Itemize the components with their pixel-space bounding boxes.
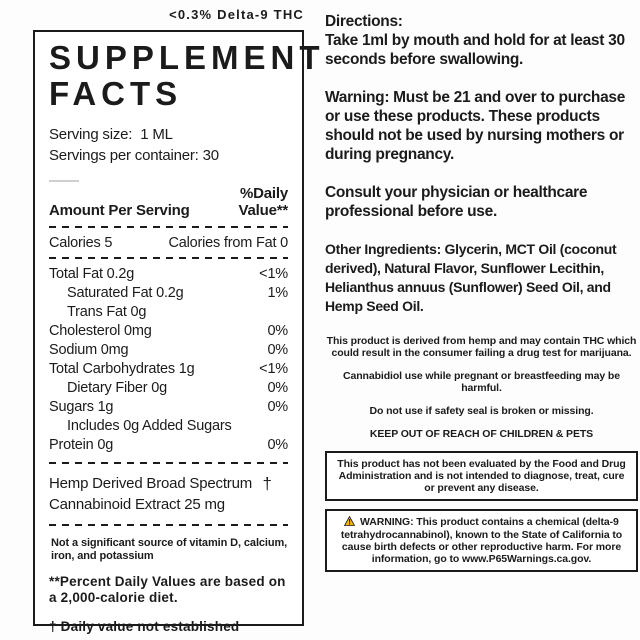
directions-body: Take 1ml by mouth and hold for at least 30 seconds before swallowing.: [325, 32, 625, 68]
dashed-separator: [49, 524, 288, 526]
table-row: Sugars 1g 0%: [49, 399, 288, 415]
calories-label: Calories 5: [49, 235, 113, 251]
table-row: Includes 0g Added Sugars: [67, 418, 232, 434]
hemp-extract-line1: Hemp Derived Broad Spectrum: [49, 475, 253, 492]
table-row: Trans Fat 0g: [67, 304, 147, 320]
supplement-facts-panel: [33, 30, 325, 634]
calories-row: [49, 234, 288, 252]
table-row: Cholesterol 0mg 0%: [49, 323, 288, 339]
table-row: Saturated Fat 0.2g 1%: [67, 285, 288, 301]
fda-disclaimer-box: [325, 451, 638, 501]
age-warning: Warning: Must be 21 and over to purchase or use these products. These products should not be used by nursing mothers or during pregnancy.: [325, 89, 626, 163]
serving-size: Serving size: 1 ML: [49, 126, 173, 143]
consult-note: Consult your physician or healthcare professional before use.: [325, 184, 588, 220]
not-significant-note: Not a significant source of vitamin D, calcium, iron, and potassium: [51, 537, 288, 562]
dashed-separator: [49, 226, 288, 228]
calories-from-fat-label: Calories from Fat 0: [168, 235, 288, 251]
dagger-symbol: †: [262, 474, 272, 493]
daily-value-header: %Daily Value**: [238, 185, 288, 219]
panel-title: [49, 39, 325, 112]
percent-daily-value-note: **Percent Daily Values are based on a 2,000-calorie diet.: [49, 574, 286, 605]
amount-per-serving-header: Amount Per Serving: [49, 202, 190, 219]
table-row: Protein 0g 0%: [49, 437, 288, 453]
directions-title: Directions:: [325, 13, 403, 30]
panel-title-line2: FACTS: [49, 75, 183, 112]
hemp-extract-line2: Cannabinoid Extract 25 mg: [49, 496, 225, 513]
hemp-extract-row: [49, 473, 288, 515]
prop65-warning-text: WARNING: This product contains a chemical (delta-9 tetrahydrocannabinol), known to the State of California to cause birth defects or other reproductive harm. For more information, go to www.P65Warnings.ca.gov.: [340, 516, 623, 565]
daily-value-not-established-note: † Daily value not established: [49, 619, 240, 634]
prop65-warning-box: [325, 509, 638, 572]
table-row: Total Carbohydrates 1g <1%: [49, 361, 288, 377]
keep-out-note: KEEP OUT OF REACH OF CHILDREN & PETS: [369, 428, 594, 440]
table-row: Sodium 0mg 0%: [49, 342, 288, 358]
fda-disclaimer-text: This product has not been evaluated by the Food and Drug Administration and is not intended to diagnose, treat, cure or prevent any disease.: [337, 458, 626, 494]
dashed-separator: [49, 462, 288, 464]
servings-per-container: Servings per container: 30: [49, 147, 219, 164]
panel-title-line1: SUPPLEMENT: [49, 39, 325, 76]
warning-triangle-icon: [344, 516, 355, 529]
seal-note: Do not use if safety seal is broken or missing.: [369, 405, 594, 417]
pregnancy-note: Cannabidiol use while pregnant or breastfeeding may be harmful.: [343, 370, 620, 394]
table-header: [49, 185, 288, 219]
other-ingredients: Other Ingredients: Glycerin, MCT Oil (coconut derived), Natural Flavor, Sunflower Lecithin, Helianthus annuus (Sunflower) Seed Oil, and Hemp Seed Oil.: [325, 241, 617, 314]
dashed-separator: [49, 257, 288, 259]
divider-tick: [49, 180, 79, 182]
hemp-thc-note: This product is derived from hemp and may contain THC which could result in the consumer failing a drug test for marijuana.: [326, 335, 637, 359]
info-column: [325, 12, 638, 580]
thc-content-note: <0.3% Delta-9 THC: [169, 7, 304, 22]
table-row: Total Fat 0.2g <1%: [49, 266, 288, 282]
table-row: Dietary Fiber 0g 0%: [67, 380, 288, 396]
